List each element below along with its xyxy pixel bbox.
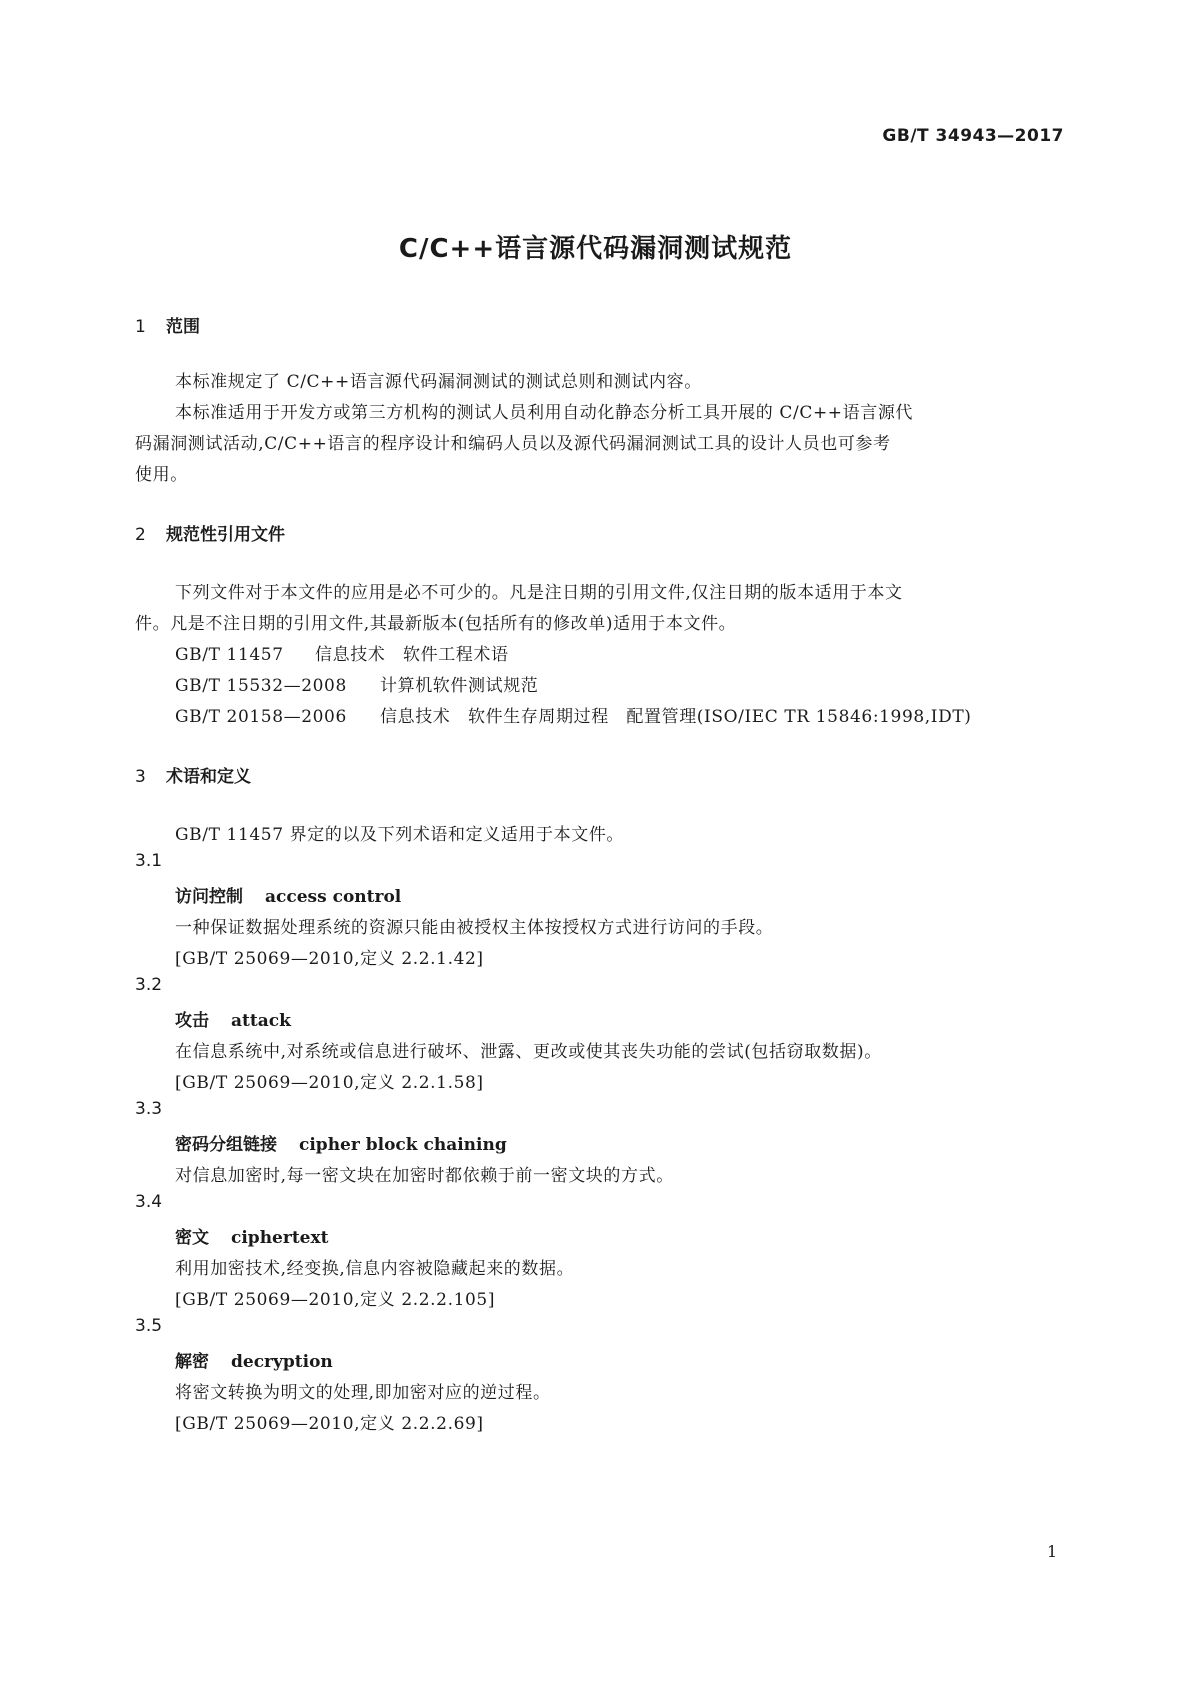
section-1-paragraph-2-line-1: 本标准适用于开发方或第三方机构的测试人员利用自动化静态分析工具开展的 C/C++语言源代 (175, 403, 914, 423)
term-english: cipher block chaining (299, 1135, 507, 1155)
term-english: access control (265, 887, 402, 907)
reference-code: GB/T 15532—2008 (175, 676, 347, 696)
term-name (175, 1347, 333, 1372)
page-number: 1 (1047, 1542, 1058, 1561)
term-name (175, 1223, 328, 1248)
section-1-heading (135, 312, 200, 337)
term-english: decryption (231, 1352, 333, 1372)
reference-title: 信息技术 软件工程术语 (315, 645, 509, 665)
term-source: [GB/T 25069—2010,定义 2.2.1.42] (175, 949, 484, 969)
normative-reference (175, 702, 972, 727)
term-chinese: 攻击 (175, 1011, 209, 1031)
term-definition: 将密文转换为明文的处理,即加密对应的逆过程。 (175, 1383, 551, 1403)
term-chinese: 密码分组链接 (175, 1135, 277, 1155)
term-source: [GB/T 25069—2010,定义 2.2.2.105] (175, 1290, 496, 1310)
term-definition: 一种保证数据处理系统的资源只能由被授权主体按授权方式进行访问的手段。 (175, 918, 774, 938)
section-1-paragraph-2-line-2: 码漏洞测试活动,C/C++语言的程序设计和编码人员以及源代码漏洞测试工具的设计人员也可参考 (135, 434, 891, 454)
term-definition: 利用加密技术,经变换,信息内容被隐藏起来的数据。 (175, 1259, 575, 1279)
section-number: 1 (135, 317, 146, 337)
standard-id: GB/T 34943—2017 (882, 126, 1064, 146)
normative-reference (175, 640, 509, 665)
term-source: [GB/T 25069—2010,定义 2.2.1.58] (175, 1073, 484, 1093)
term-chinese: 访问控制 (175, 887, 243, 907)
term-chinese: 解密 (175, 1352, 209, 1372)
section-title: 术语和定义 (166, 767, 251, 787)
section-2-paragraph-line-1: 下列文件对于本文件的应用是必不可少的。凡是注日期的引用文件,仅注日期的版本适用于本文 (175, 583, 903, 603)
term-number: 3.4 (135, 1192, 163, 1212)
section-title: 规范性引用文件 (166, 525, 285, 545)
term-number: 3.3 (135, 1099, 163, 1119)
term-chinese: 密文 (175, 1228, 209, 1248)
term-name (175, 1006, 291, 1031)
term-number: 3.5 (135, 1316, 163, 1336)
term-name (175, 1130, 507, 1155)
section-2-paragraph-line-2: 件。凡是不注日期的引用文件,其最新版本(包括所有的修改单)适用于本文件。 (135, 614, 737, 634)
term-number: 3.2 (135, 975, 163, 995)
term-name (175, 882, 401, 907)
section-3-heading (135, 762, 251, 787)
reference-code: GB/T 20158—2006 (175, 707, 347, 727)
section-3-intro: GB/T 11457 界定的以及下列术语和定义适用于本文件。 (175, 825, 625, 845)
reference-title: 计算机软件测试规范 (380, 676, 539, 696)
term-number: 3.1 (135, 851, 163, 871)
section-number: 2 (135, 525, 146, 545)
section-number: 3 (135, 767, 146, 787)
document-title: C/C++语言源代码漏洞测试规范 (398, 234, 793, 264)
term-definition: 在信息系统中,对系统或信息进行破坏、泄露、更改或使其丧失功能的尝试(包括窃取数据)。 (175, 1042, 882, 1062)
term-source: [GB/T 25069—2010,定义 2.2.2.69] (175, 1414, 484, 1434)
reference-title: 信息技术 软件生存周期过程 配置管理(ISO/IEC TR 15846:1998,IDT) (380, 707, 972, 727)
reference-code: GB/T 11457 (175, 645, 284, 665)
term-definition: 对信息加密时,每一密文块在加密时都依赖于前一密文块的方式。 (175, 1166, 674, 1186)
section-1-paragraph-1: 本标准规定了 C/C++语言源代码漏洞测试的测试总则和测试内容。 (175, 372, 702, 392)
section-2-heading (135, 520, 285, 545)
section-1-paragraph-2-line-3: 使用。 (135, 465, 188, 485)
normative-reference (175, 671, 538, 696)
term-english: attack (231, 1011, 291, 1031)
term-english: ciphertext (231, 1228, 329, 1248)
section-title: 范围 (166, 317, 200, 337)
